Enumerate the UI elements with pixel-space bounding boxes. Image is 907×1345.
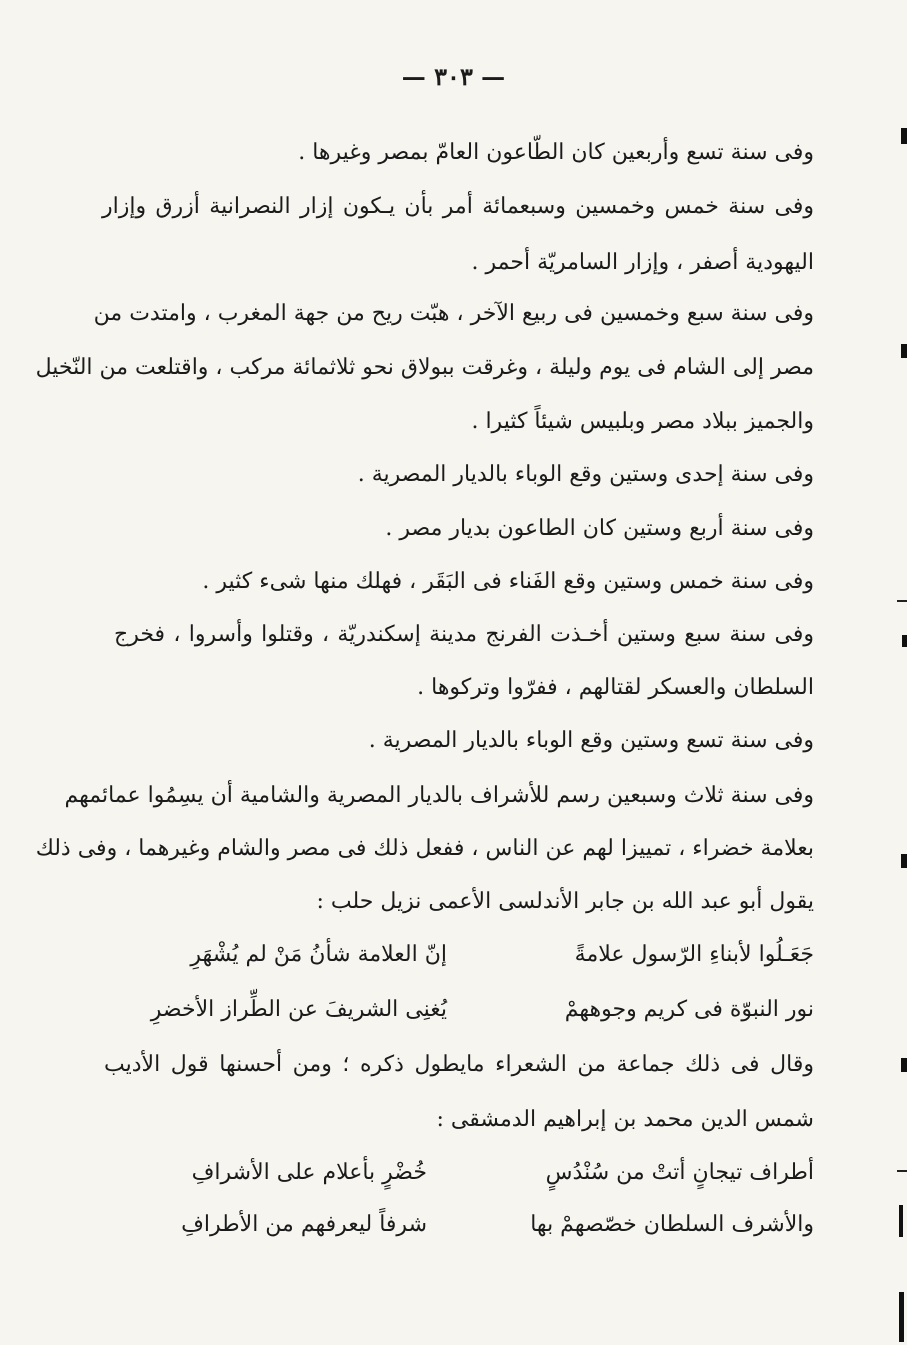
edge-mark (899, 1292, 904, 1342)
text-line: وفى سنة سبع وخمسين فى ربيع الآخر ، هبّت ريح من جهة المغرب ، وامتدت من (93, 301, 814, 326)
verse-first-hemistich: جَعَـلُوا لأبناءِ الرّسول علامةً (574, 942, 814, 967)
text-line: وفى سنة خمس وخمسين وسبعمائة أمر بأن يـكون إزار النصرانية أزرق وإزار (102, 194, 814, 219)
text-line: السلطان والعسكر لقتالهم ، ففرّوا وتركوها . (417, 675, 814, 700)
edge-dash (897, 600, 907, 602)
text-line: وفى سنة سبع وستين أخـذت الفرنج مدينة إسكندريّة ، وقتلوا وأسروا ، فخرج (114, 622, 814, 647)
verse-first-hemistich: نور النبوّة فى كريم وجوههمْ (564, 997, 814, 1022)
text-line: بعلامة خضراء ، تمييزا لهم عن الناس ، ففعل ذلك فى مصر والشام وغيرهما ، وفى ذلك (35, 836, 814, 861)
text-line: وفى سنة تسع وأربعين كان الطّاعون العامّ بمصر وغيرها . (298, 140, 814, 165)
text-line: وقال فى ذلك جماعة من الشعراء مايطول ذكره ؛ ومن أحسنها قول الأديب (104, 1052, 814, 1077)
text-line: وفى سنة إحدى وستين وقع الوباء بالديار المصرية . (357, 462, 814, 487)
text-line: مصر إلى الشام فى يوم وليلة ، وغرقت ببولاق نحو ثلاثمائة مركب ، واقتلعت من النّخيل (35, 355, 814, 380)
verse-second-hemistich: خُضْرٍ بأعلام على الأشرافِ (191, 1160, 427, 1185)
text-line: والجميز ببلاد مصر وبلبيس شيئاً كثيرا . (471, 409, 814, 434)
text-line: وفى سنة خمس وستين وقع الفَناء فى البَقَر ، فهلك منها شىء كثير . (202, 569, 814, 594)
verse-first-hemistich: أطراف تيجانٍ أتتْ من سُنْدُسٍ (545, 1160, 814, 1185)
text-line: شمس الدين محمد بن إبراهيم الدمشقى : (436, 1107, 814, 1132)
edge-mark (901, 1058, 907, 1072)
edge-mark (899, 1205, 903, 1237)
edge-mark (901, 854, 907, 868)
page-number: — ٣٠٣ — (401, 62, 506, 91)
verse-second-hemistich: شرفاً ليعرفهم من الأطرافِ (181, 1212, 427, 1237)
edge-mark (901, 128, 907, 144)
text-line: وفى سنة تسع وستين وقع الوباء بالديار المصرية . (368, 728, 814, 753)
text-line: وفى سنة أربع وستين كان الطاعون بديار مصر . (385, 516, 814, 541)
text-line: وفى سنة ثلاث وسبعين رسم للأشراف بالديار المصرية والشامية أن يسِمُوا عمائمهم (64, 783, 814, 808)
verse-second-hemistich: يُغنِى الشريفَ عن الطِّراز الأخضرِ (150, 997, 447, 1022)
verse-second-hemistich: إنّ العلامة شأنُ مَنْ لم يُشْهَرِ (190, 942, 447, 967)
edge-mark (901, 344, 907, 358)
text-line: يقول أبو عبد الله بن جابر الأندلسى الأعمى نزيل حلب : (316, 889, 814, 914)
text-line: اليهودية أصفر ، وإزار السامريّة أحمر . (471, 250, 814, 275)
edge-mark (902, 635, 907, 647)
verse-first-hemistich: والأشرف السلطان خصّصهمْ بها (530, 1212, 814, 1237)
edge-dash (897, 1170, 907, 1172)
